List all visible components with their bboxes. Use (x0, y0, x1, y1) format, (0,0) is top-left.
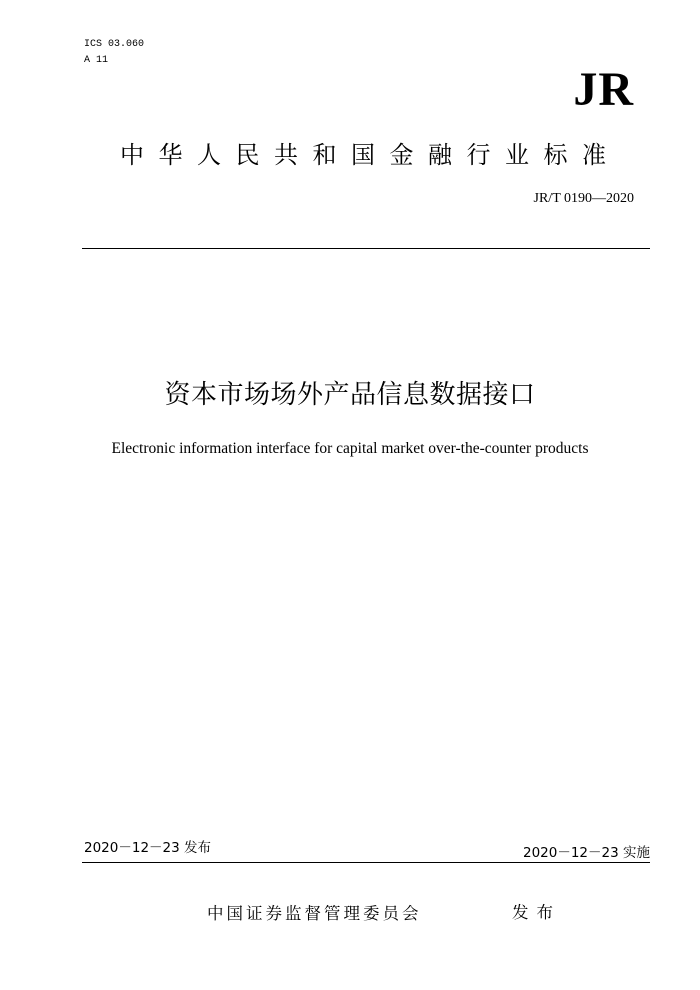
footer-divider (82, 862, 650, 863)
issuing-authority: 中国证券监督管理委员会 (207, 904, 422, 923)
issue-label: 发布 (512, 903, 561, 922)
jr-logo: JR (573, 63, 634, 116)
document-title-chinese: 资本市场场外产品信息数据接口 (164, 380, 536, 410)
standard-number: JR/T 0190—2020 (533, 191, 634, 206)
document-title-english: Electronic information interface for capital market over-the-counter products (111, 440, 589, 457)
ccs-code: A 11 (84, 55, 109, 66)
header-divider (82, 248, 650, 249)
ics-code: ICS 03.060 (84, 39, 145, 50)
classification-codes (84, 37, 144, 69)
standard-category: 中华人民共和国金融行业标准 (120, 141, 621, 169)
issue-date: 2020－12－23 发布 (84, 840, 212, 856)
implementation-date: 2020－12－23 实施 (522, 845, 650, 861)
